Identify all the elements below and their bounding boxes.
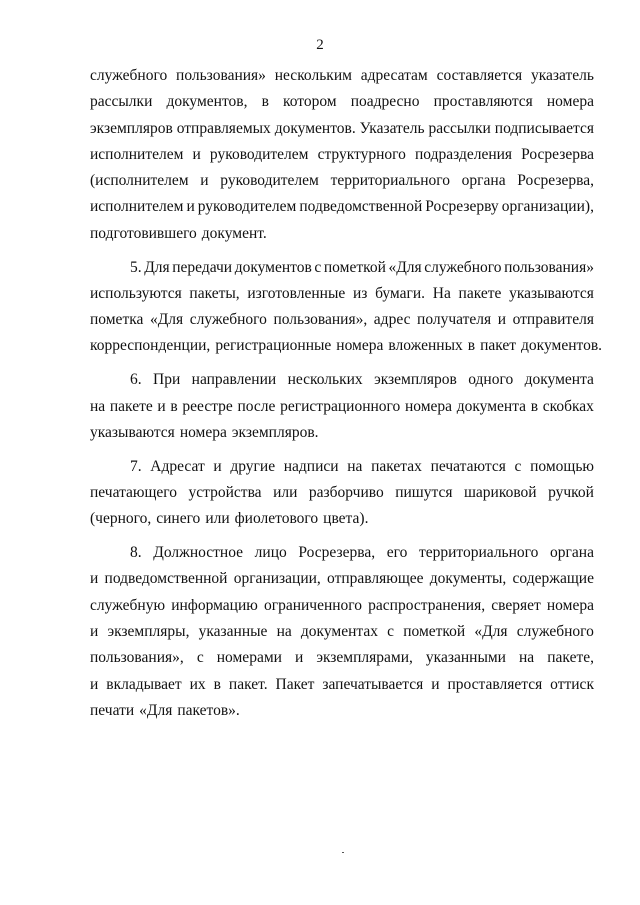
word: 5. [130,258,142,276]
word: пользования» [176,67,266,84]
word: пакеты, [189,284,240,302]
word: в [530,397,539,415]
word: номера [546,596,594,614]
word: с [387,622,395,640]
word: служебного [516,622,594,640]
word: указанными [425,649,506,667]
word: и [192,145,201,163]
word: пишутся [395,483,453,501]
word: документов. [274,119,356,137]
word: после [237,397,276,415]
word: котором [282,93,337,111]
word: пользования» [504,258,594,276]
word: нескольких [287,371,363,389]
text-line [90,454,594,480]
word: организации, [233,570,321,588]
word: При [153,371,181,389]
text-line [90,281,594,307]
word: на [347,457,363,475]
word: (исполнителем [90,172,189,190]
word: пометка [90,311,144,329]
word: отправляющее [327,570,424,588]
text-line [90,89,594,115]
word: нескольким [274,67,352,84]
word: адрес [373,311,411,329]
word: их [189,675,206,693]
paragraph [90,540,594,724]
word: номера [546,93,594,111]
word: экземпляров [374,371,457,389]
word: печатающего [90,483,178,501]
text-line [90,255,594,281]
word: пакет. [228,675,268,693]
word: номера [336,337,384,355]
word: пакете, [547,649,594,667]
word: ручкой [548,483,594,501]
word: или [273,483,298,501]
word: 8. [130,544,142,562]
word: документах [300,622,378,640]
text-line [90,420,594,446]
word: и [90,570,99,588]
text-line [90,698,594,724]
text-line [90,672,594,698]
paragraph [90,454,594,533]
word: руководителем [197,198,297,216]
paragraph [90,63,594,247]
text-line [90,394,594,420]
word: документ. [201,224,267,242]
word: 7. [130,457,142,475]
word: Росрезерву [425,198,499,216]
word: на [90,397,106,415]
word: реестре [182,397,233,415]
word: документов, [166,93,248,111]
word: и [431,675,440,693]
text-line [90,168,594,194]
word: оттиск [550,675,594,693]
word: регистрационные [215,337,332,355]
word: Росрезерва [521,145,594,163]
word: запечатывается [322,675,424,693]
word: в [213,675,221,693]
word: пакетов». [177,701,240,719]
word: его [386,544,408,562]
word: подразделения [414,145,513,163]
word: указанные [198,622,268,640]
word: «Для [474,622,508,640]
word: служебного [90,67,168,84]
word: распространения, [368,596,486,614]
word: служебную [90,596,166,614]
word: пользования», [273,311,368,329]
word: направлении [191,371,277,389]
text-line [90,221,594,247]
word: органа [461,172,506,190]
word: руководителем [209,145,309,163]
word: помощью [530,457,594,475]
word: пометкой [323,258,386,276]
word: устройства [188,483,262,501]
word: указываются [90,423,175,441]
word: территориального [330,172,450,190]
word: или [205,510,230,528]
word: и [90,675,99,693]
word: проставляется [447,675,543,693]
text-line [90,63,594,89]
word: указатель [530,67,594,84]
word: пакет [480,337,517,355]
text-line [90,593,594,619]
word: пакете [109,397,153,415]
word: с [196,649,204,667]
word: отправителя [512,311,594,329]
word: экземпляров [90,119,173,137]
word: лицо [254,544,287,562]
word: (черного, [90,510,152,528]
word: документов [234,258,312,276]
document-body [90,63,603,724]
word: документы, [429,570,507,588]
word: бумаги. [375,284,426,302]
word: печатаются [430,457,506,475]
text-line [90,367,594,393]
text-line [90,116,594,142]
word: экземпляры, [107,622,190,640]
scan-artifact [342,852,344,853]
text-line [90,506,594,532]
word: экземплярами, [316,649,413,667]
word: «Для [139,701,173,719]
word: в [261,93,269,111]
word: сверяет [491,596,541,614]
word: рассылки [90,93,153,111]
word: и [213,457,222,475]
word: указываются [509,284,594,302]
word: и [294,649,304,667]
word: проставляются [433,93,533,111]
text-line [90,480,594,506]
text-line [90,619,594,645]
word: На [432,284,451,302]
word: надписи [283,457,339,475]
word: разборчиво [308,483,384,501]
word: в [170,397,178,415]
word: синего [156,510,201,528]
word: фиолетового [234,510,319,528]
word: «Для [149,311,184,329]
word: и [200,172,209,190]
word: в [467,337,476,355]
word: «Для [388,258,422,276]
word: корреспонденции, [90,337,211,355]
word: одного [468,371,514,389]
word: содержащие [512,570,594,588]
word: составляется [436,67,523,84]
word: и [186,198,195,216]
word: пользования», [90,649,184,667]
word: другие [230,457,276,475]
word: регистрационного [280,397,401,415]
word: вложенных [388,337,463,355]
word: подведомственной [299,198,423,216]
word: номера [404,397,453,415]
word: цвета). [323,510,369,528]
word: информацию [171,596,258,614]
word: передачи [172,258,233,276]
word: территориального [418,544,539,562]
word: рассылки [428,119,491,137]
word: отправляемых [176,119,271,137]
word: используются [90,284,182,302]
word: адресатам [360,67,428,84]
word: служебного [424,258,502,276]
text-line [90,194,594,220]
word: исполнителем [90,198,184,216]
word: Пакет [275,675,315,693]
word: получателя [417,311,492,329]
word: экземпляров. [231,423,319,441]
word: с [514,457,522,475]
word: Указатель [359,119,425,137]
word: номерами [216,649,282,667]
word: организации), [501,198,594,216]
word: подведомственной [104,570,228,588]
word: подписывается [494,119,594,137]
word: документа [524,371,594,389]
text-line [90,540,594,566]
word: изготовленные [247,284,346,302]
text-line [90,566,594,592]
word: номера [179,423,227,441]
word: поадресно [350,93,420,111]
word: на [276,622,292,640]
word: пометкой [403,622,466,640]
word: документов. [521,337,603,355]
word: Адресат [150,457,205,475]
word: Должностное [153,544,244,562]
word: Для [144,258,170,276]
word: с [314,258,322,276]
word: вкладывает [106,675,182,693]
word: 6. [130,371,142,389]
paragraph [90,367,594,446]
word: скобках [542,397,594,415]
text-line [90,307,594,333]
paragraph [90,255,603,360]
word: документа [456,397,527,415]
word: руководителем [220,172,319,190]
word: Росрезерва, [298,544,376,562]
text-line [90,645,594,671]
word: органа [550,544,594,562]
word: подготовившего [90,224,197,242]
word: служебного [189,311,267,329]
word: и [90,622,99,640]
word: структурного [317,145,406,163]
word: пакетах [371,457,422,475]
word: Росрезерва, [517,172,594,190]
word: исполнителем [90,145,184,163]
word: и [497,311,507,329]
text-line [90,333,603,359]
word: на [519,649,535,667]
page-number: 2 [316,37,324,53]
text-line [90,142,594,168]
word: ограниченного [263,596,363,614]
word: и [157,397,166,415]
word: пакете [458,284,502,302]
word: печати [90,701,135,719]
word: из [352,284,368,302]
word: шариковой [463,483,537,501]
